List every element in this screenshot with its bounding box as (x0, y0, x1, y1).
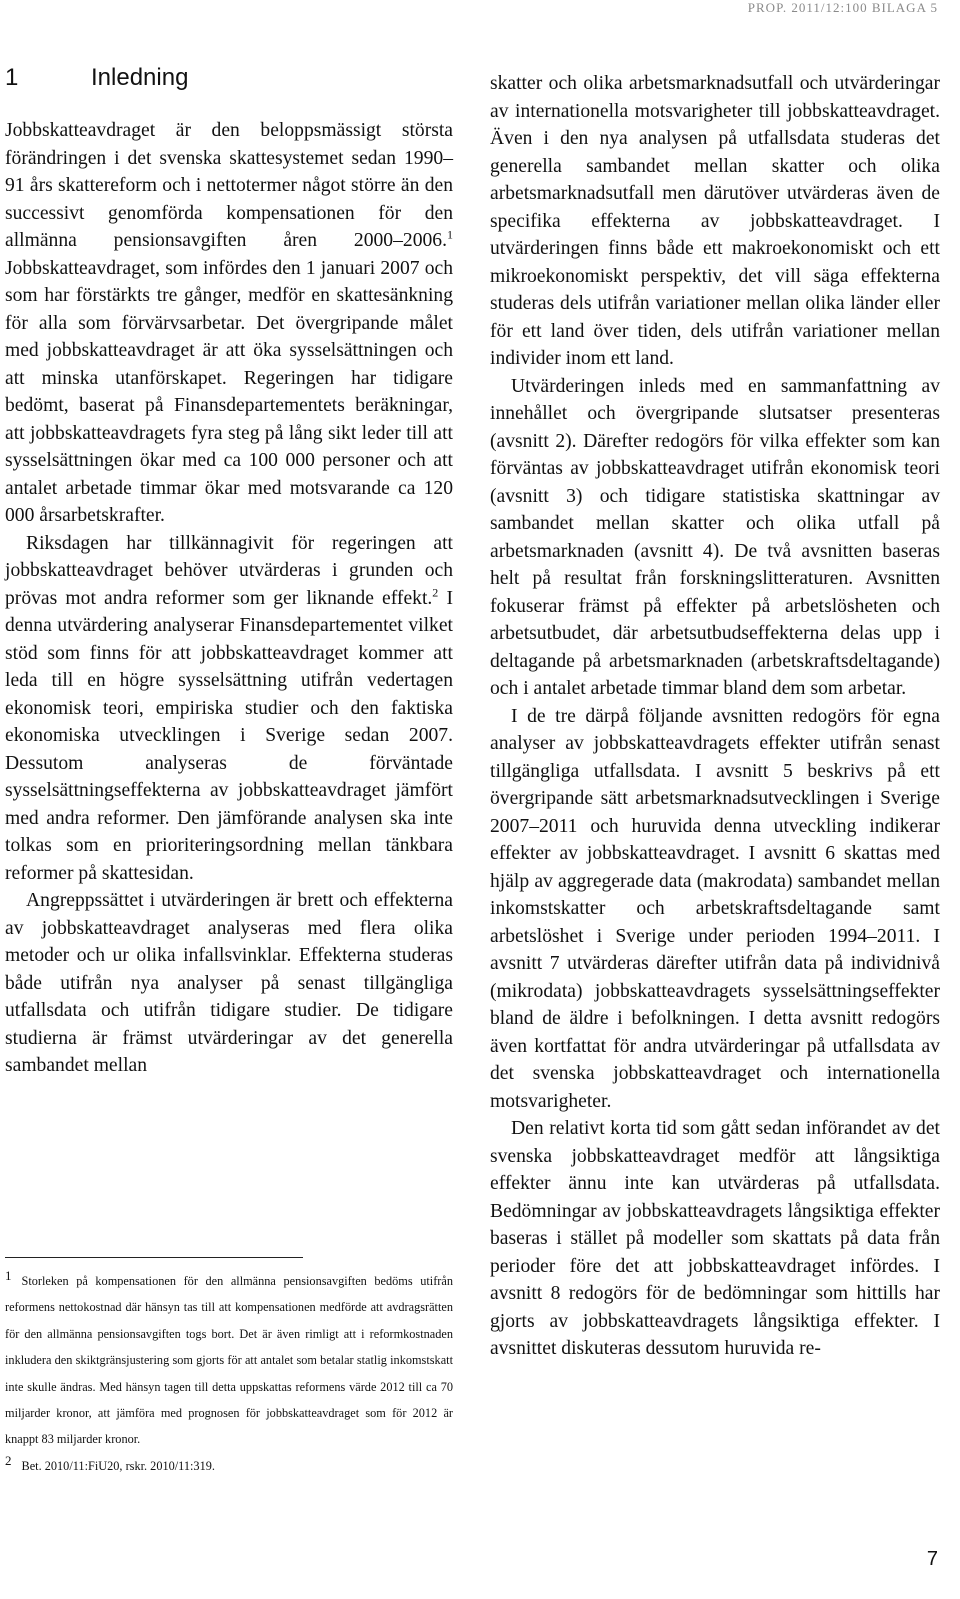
paragraph-text: Jobbskatteavdraget är den beloppsmässigt största förändringen i det svenska skattesystemet sedan 1990–91 års skattereform och i nettotermer något större än den successivt genomförda kompensationen för den allmänna pensionsavgiften åren 2000–2006. (5, 120, 453, 251)
footnote-divider (5, 1257, 303, 1258)
footnote-reference-1[interactable]: 1 (447, 227, 453, 242)
right-paragraph-4: Den relativt korta tid som gått sedan införandet av det svenska jobbskatteavdraget medför att långsiktiga effekter ännu inte kan utvärderas på utfallsdata. Bedömningar av jobbskatteavdragets långsiktiga effekter baseras i stället på modeller som skattats på data från perioder före det att jobbskatteavdraget infördes. I avsnitt 8 redogörs för de bedömningar som hittills har gjorts av jobbskatteavdragets långsiktiga effekter. I avsnittet diskuteras dessutom huruvida re- (490, 1118, 940, 1359)
paragraph-text: Riksdagen har tillkännagivit för regeringen att jobbskatteavdraget behöver utvärderas i grunden och prövas mot andra reformer som ger liknande effekt. (5, 532, 453, 609)
paragraph-text: Jobbskatteavdraget, som infördes den 1 januari 2007 och som har förstärkts tre gånger, medför en skattesänkning för alla som förvärvsarbetar. Det övergripande målet med jobbskatteavdraget är att öka sysselsättningen och att minska utanförskapet. Regeringen har tidigare bedömt, baserat på Finansdepartementets beräkningar, att jobbskatteavdragets fyra steg på lång sikt leder till att sysselsättningen ökar med ca 100 000 personer och att antalet arbetade timmar ökar med motsvarande ca 120 000 årsarbetskrafter. (5, 257, 453, 526)
footnote-mark: 2 (5, 1452, 12, 1468)
right-paragraph-2: Utvärderingen inleds med en sammanfattning av innehållet och övergripande slutsatser presenteras (avsnitt 2). Därefter redogörs för vilka effekter som kan förväntas av jobbskatteavdraget utifrån ekonomisk teori (avsnitt 3) och tidigare statistiska skattningar av sambandet mellan skatter och olika utfall på arbetsmarknaden (avsnitt 4). De två avsnitten baseras helt på resultat från forskningslitteraturen. Avsnitten fokuserar främst på effekter på arbetslösheten och arbetsutbudet, där arbetsutbudseffekterna delas upp i deltagande på arbetsmarknaden (arbetskraftsdeltagande) och i antalet arbetade timmar bland dem som arbetar. (490, 375, 940, 699)
footnote-text: Storleken på kompensationen för den allmänna pensionsavgiften bedöms utifrån reformens nettokostnad där hänsyn tas till att kompensationen medförde att avdragsrätten för den allmänna pensionsavgiften togs bort. Det är även rimligt att i reformkostnaden inkludera den skiktgränsjustering som gjorts för att antalet som betalar statlig inkomstskatt inte skulle ändras. Med hänsyn tagen till detta uppskattas reformens värde 2012 till ca 70 miljarder kronor, att jämföra med prognosen för jobbskatteavdraget som för 2012 är knappt 83 miljarder kronor. (5, 1274, 453, 1447)
right-paragraph-3: I de tre därpå följande avsnitten redogörs för egna analyser av jobbskatteavdragets effekter utifrån senast tillgängliga utfallsdata. I avsnitt 5 beskrivs på ett övergripande sätt arbetsmarknadsutvecklingen i Sverige 2007–2011 och huruvida denna utveckling indikerar effekter av jobbskatteavdraget. I avsnitt 6 skattas med hjälp av aggregerade data (makrodata) sambandet mellan inkomstskatter och arbetskraftsdeltagande samt arbetslöshet i Sverige under perioden 1994–2011. I avsnitt 7 utvärderas därefter utifrån data på individnivå (mikrodata) jobbskatteavdragets sysselsättningseffekter bland de äldre i befolkningen. I detta avsnitt redogörs även kortfattat för andra utvärderingar på utfallsdata av det svenska jobbskatteavdraget och internationella motsvarigheter. (490, 705, 940, 1112)
footnote-1 (5, 1268, 453, 1453)
left-column (5, 117, 453, 1080)
right-column (490, 70, 940, 1363)
section-heading (5, 64, 188, 92)
page-number: 7 (926, 1548, 938, 1570)
footnote-2 (5, 1453, 453, 1479)
right-paragraph-1: skatter och olika arbetsmarknadsutfall och utvärderingar av internationella motsvarigheter till jobbskatteavdraget. Även i den nya analysen på utfallsdata studeras det generella sambandet mellan skatter och olika arbetsmarknadsutfall men därutöver utvärderas även de specifika effekterna av jobbskatteavdraget. I utvärderingen finns både ett makroekonomiskt och ett mikroekonomiskt perspektiv, det vill säga effekterna studeras dels utifrån variationer mellan olika länder eller för ett land över tiden, dels utifrån variationer mellan individer inom ett land. (490, 73, 940, 369)
paragraph-text: I denna utvärdering analyserar Finansdepartementet vilket stöd som finns för att jobbskatteavdraget kommer att leda till en högre sysselsättning utifrån vedertagen ekonomisk teori, empiriska studier och den faktiska ekonomiska utvecklingen i Sverige sedan 2007. Dessutom analyseras de förväntade sysselsättningseffekterna av jobbskatteavdraget jämfört med andra reformer. Den jämförande analysen ska inte tolkas som en prioriteringsordning mellan tänkbara reformer på skattesidan. (5, 587, 453, 884)
left-paragraph-2 (5, 530, 453, 888)
running-header: PROP. 2011/12:100 BILAGA 5 (747, 0, 938, 15)
left-paragraph-1 (5, 117, 453, 530)
footnote-text: Bet. 2010/11:FiU20, rskr. 2010/11:319. (21, 1458, 215, 1473)
footnote-mark: 1 (5, 1267, 12, 1283)
left-paragraph-3: Angreppssättet i utvärderingen är brett och effekterna av jobbskatteavdraget analyseras med flera olika metoder och ur olika infallsvinklar. Effekterna studeras både utifrån nya analyser på senast tillgängliga utfallsdata och utifrån tidigare studier. De tidigare studierna är främst utvärderingar av det generella sambandet mellan (5, 890, 453, 1076)
footnotes (5, 1268, 453, 1479)
section-number: 1 (5, 64, 19, 91)
footnote-reference-2[interactable]: 2 (432, 584, 439, 599)
section-title: Inledning (91, 64, 189, 91)
